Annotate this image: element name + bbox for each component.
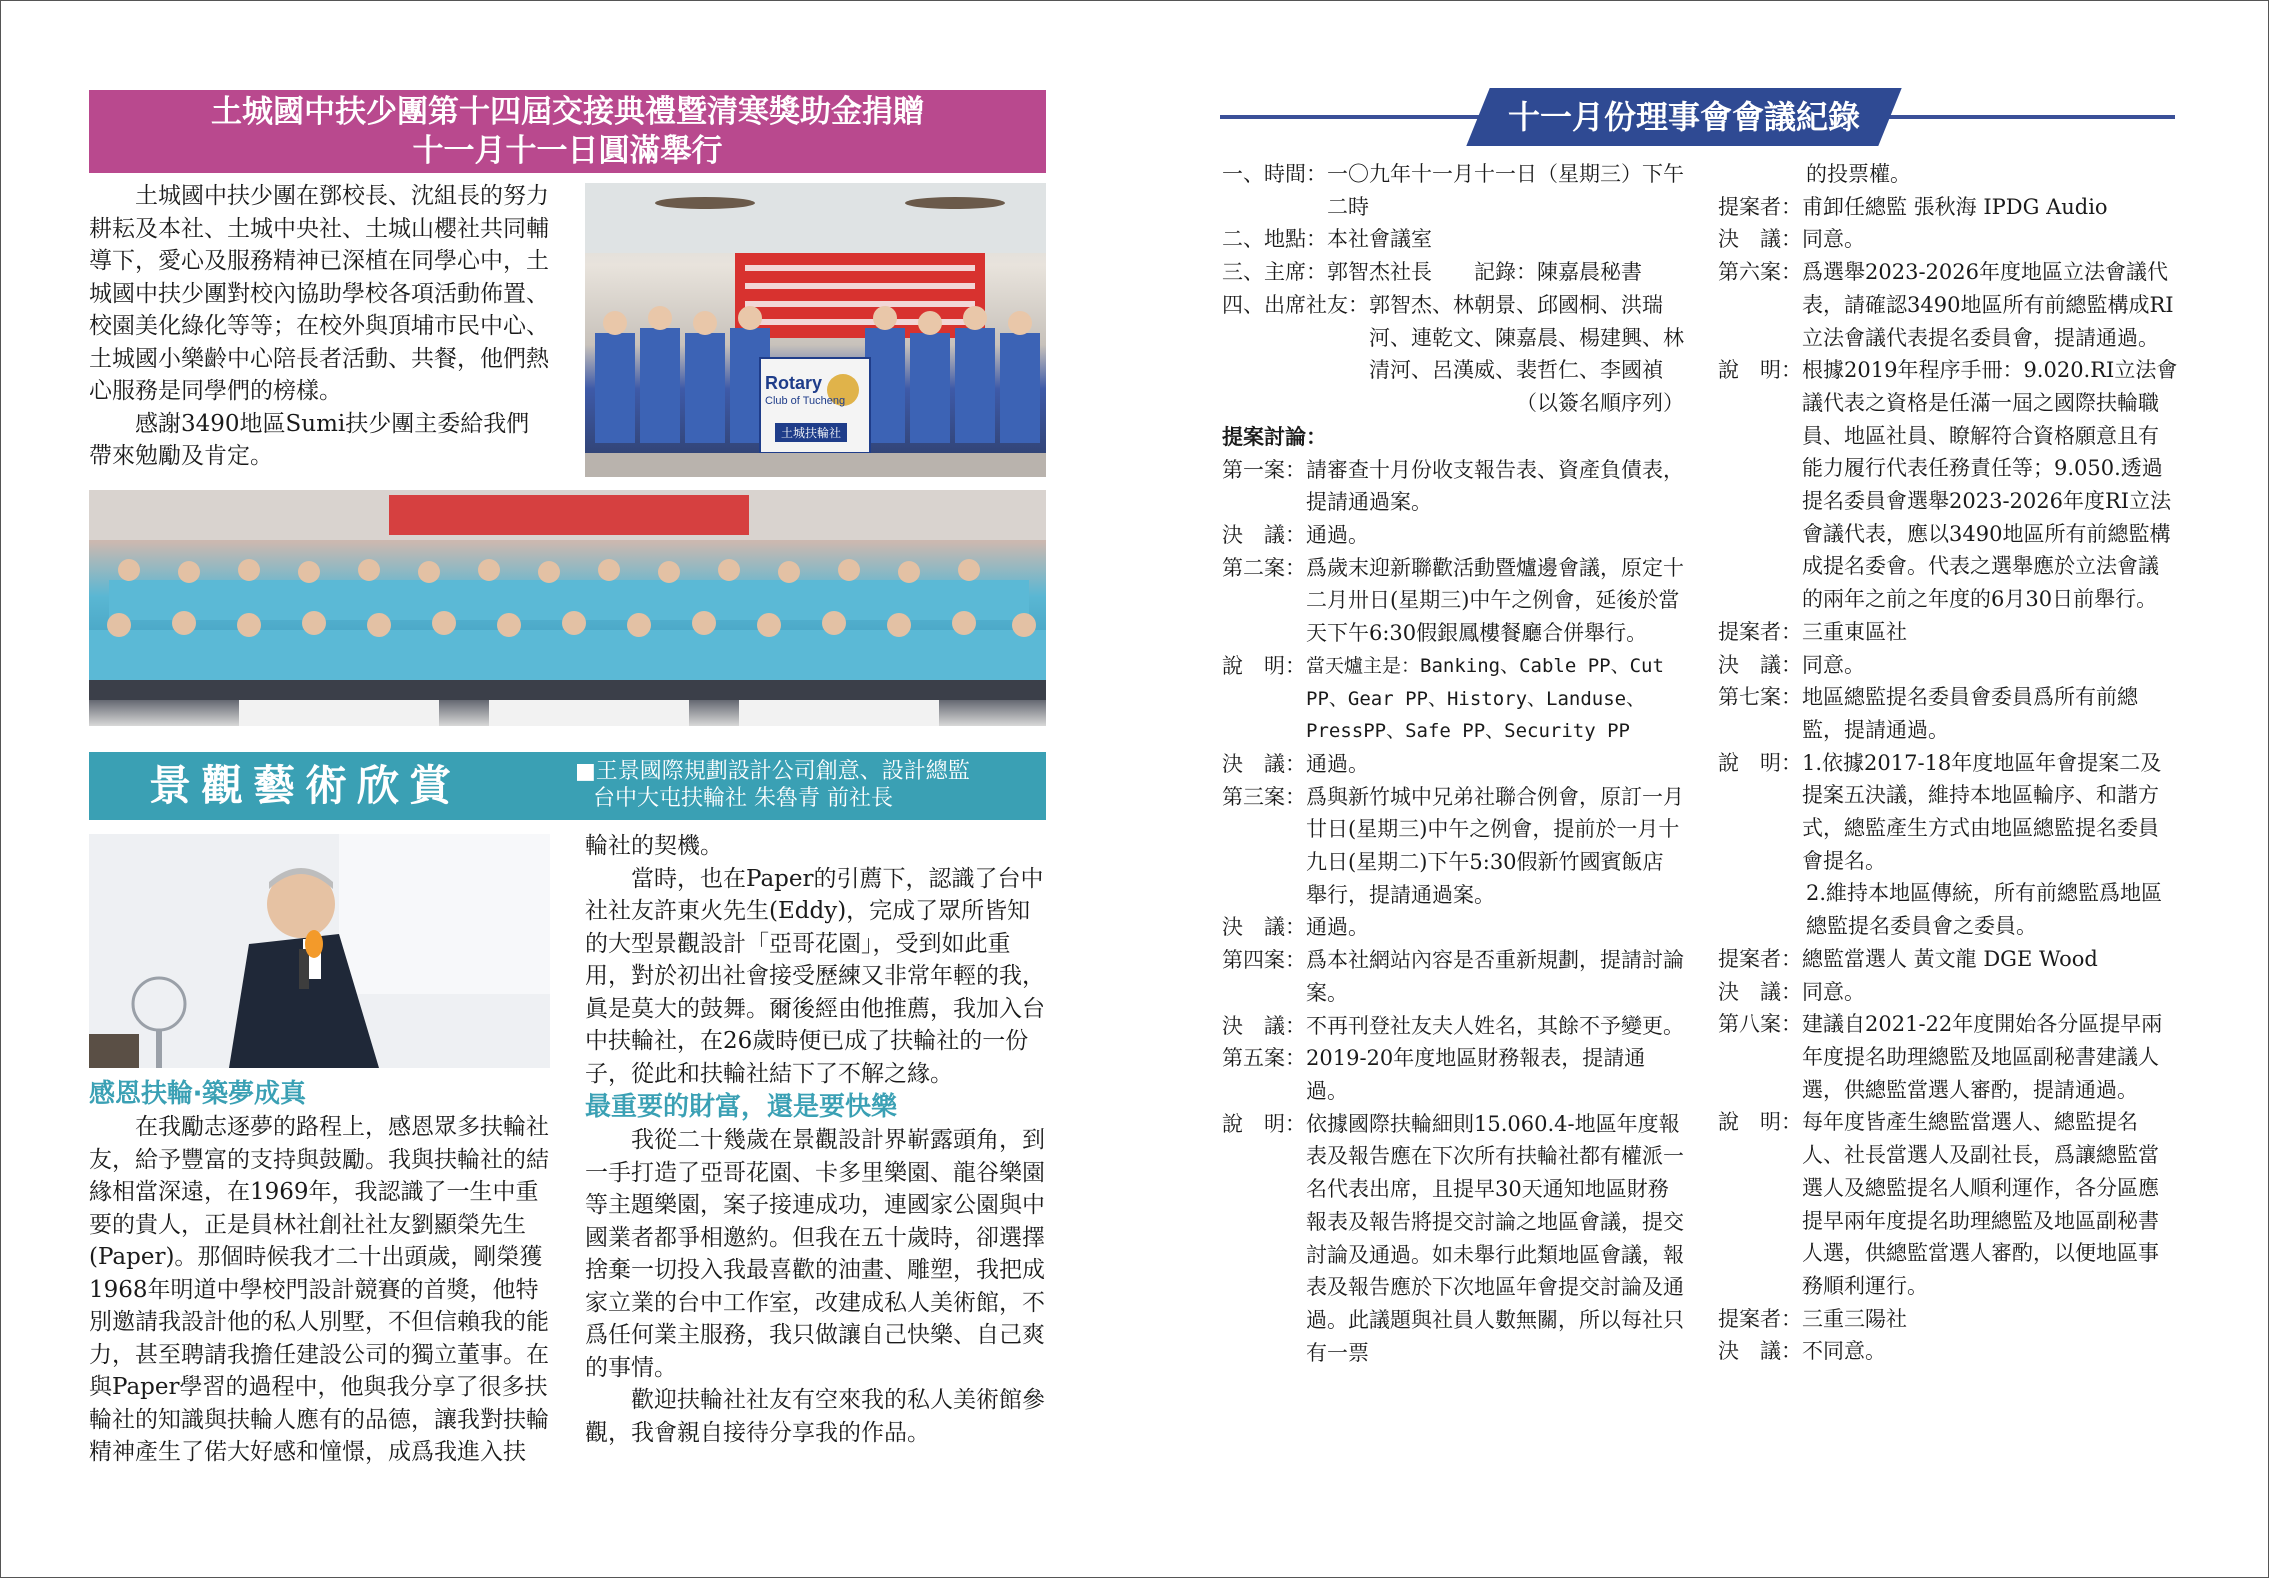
- minutes-row: [1718, 1106, 2178, 1302]
- minutes-row: [1222, 748, 1684, 781]
- row-label: 決 議：: [1718, 979, 1802, 1004]
- row-value: 爲與新竹城中兄弟社聯合例會，原訂一月廿日(星期三)中午之例會，提前於一月十九日(星期二)下午5:30假新竹國賓飯店舉行，提請通過案。: [1306, 784, 1684, 907]
- row-label: 提案者：: [1718, 619, 1802, 644]
- subheading-happiness: 最重要的財富，還是要快樂: [585, 1092, 898, 1122]
- row-value: 通過。: [1306, 523, 1369, 548]
- row-label: 提案者：: [1718, 1306, 1802, 1331]
- row-value: 當天爐主是：Banking、Cable PP、Cut PP、Gear PP、History、Landuse、PressPP、Safe PP、Security PP: [1306, 654, 1664, 743]
- row-label: 說 明：: [1718, 358, 1802, 383]
- minutes-row: [1718, 256, 2178, 354]
- row-value: 1.依據2017-18年度地區年會提案二及提案五決議，維持本地區輪序、和諧方式，總監產生方式由地區總監提名委員會提名。: [1802, 750, 2162, 873]
- row-value: 依據國際扶輪細則15.060.4-地區年度報表及報告應在下次所有扶輪社都有權派一名代表出席，且提早30天通知地區財務報表及報告將提交討論之地區會議，提交討論及通過。如未舉行此類地區會議，報表及報告應於下次地區年會提交討論及通過。此議題與社員人數無關，所以每社只有一票: [1306, 1111, 1684, 1365]
- minutes-title: 十一月份理事會會議紀錄: [1507, 98, 1860, 136]
- minutes-row: [1222, 552, 1684, 650]
- row-label: 一、時間：: [1222, 162, 1327, 186]
- row-value: 本社會議室: [1327, 227, 1432, 252]
- art-paragraph-1-continued: 輪社的契機。: [585, 833, 723, 859]
- row-label: 第一案：: [1222, 457, 1306, 482]
- row-value: 同意。: [1802, 652, 1865, 677]
- row-value: 爲選舉2023-2026年度地區立法會議代表，請確認3490地區所有前總監構成RI立法會議代表提名委員會，提請通過。: [1802, 260, 2174, 350]
- intro-paragraph-2: 感謝3490地區Sumi扶少團主委給我們帶來勉勵及肯定。: [89, 410, 530, 469]
- art-paragraph-3: 我從二十幾歲在景觀設計界嶄露頭角，到一手打造了亞哥花園、卡多里樂園、龍谷樂園等主題樂園，案子接連成功，連國家公園與中國業者都爭相邀約。但我在五十歲時，卻選擇捨棄一切投入我最喜歡的油畫、雕塑，我把成家立業的台中工作室，改建成私人美術館，不爲任何業主服務，我只做讓自己快樂、自己爽的事情。: [585, 1127, 1045, 1381]
- row-value: 通過。: [1306, 751, 1369, 776]
- students-photo-illustration: [89, 490, 1046, 726]
- minutes-row: [1222, 223, 1684, 256]
- row-value: 同意。: [1802, 979, 1865, 1004]
- row-label: 第三案：: [1222, 784, 1306, 809]
- author-line-2: 台中大屯扶輪社 朱魯青 前社長: [593, 786, 893, 811]
- row-label: 第五案：: [1222, 1046, 1306, 1071]
- intro-paragraph-1: 土城國中扶少團在鄧校長、沈組長的努力耕耘及本社、土城中央社、土城山櫻社共同輔導下，愛心及服務精神已深植在同學心中，土城國中扶少團對校內協助學校各項活動佈置、校園美化綠化等等；在校外與頂埔市民中心、土城國小樂齡中心陪長者活動、共餐，他們熱心服務是同學們的榜樣。: [89, 183, 549, 404]
- banner-title-line2: 十一月十一日圓滿舉行: [412, 133, 723, 169]
- art-paragraph-4: 歡迎扶輪社社友有空來我的私人美術館參觀，我會親自接待分享我的作品。: [585, 1387, 1045, 1446]
- row-label: 第七案：: [1718, 685, 1802, 710]
- row-value: 三重東區社: [1802, 619, 1907, 644]
- speaker-portrait-photo: [89, 834, 550, 1068]
- minutes-row: [1222, 650, 1684, 748]
- section-banner: [89, 752, 1046, 820]
- flag-subtext: Club of Tucheng: [765, 395, 846, 407]
- minutes-row: [1222, 781, 1684, 912]
- minutes-row: [1222, 1042, 1684, 1107]
- minutes-row: [1718, 976, 2178, 1009]
- minutes-row: [1222, 944, 1684, 1009]
- speaker-photo-illustration: [89, 834, 550, 1068]
- minutes-row: [1222, 289, 1684, 387]
- row-label: 決 議：: [1718, 1339, 1802, 1364]
- minutes-column-2: [1718, 158, 2178, 1368]
- minutes-row: [1718, 616, 2178, 649]
- subheading-gratitude: 感恩扶輪‧築夢成真: [89, 1079, 307, 1109]
- minutes-row: [1222, 256, 1684, 289]
- row-value: 建議自2021-22年度開始各分區提早兩年度提名助理總監及地區副秘書建議人選，供總監當選人審酌，提請通過。: [1802, 1012, 2163, 1102]
- author-byline: [575, 758, 970, 812]
- row-value: 每年度皆產生總監當選人、總監提名人、社長當選人及副社長，爲讓總監當選人及總監提名人順利運作，各分區應提早兩年度提名助理總監及地區副秘書人選，供總監當選人審酌，以便地區事務順利運行。: [1802, 1110, 2159, 1298]
- minutes-row: [1718, 681, 2178, 746]
- minutes-row: [1718, 223, 2178, 256]
- flag-text: Rotary: [765, 373, 823, 393]
- article-banner: [89, 90, 1046, 173]
- row-label: 決 議：: [1718, 227, 1802, 252]
- author-line-1: ■王景國際規劃設計公司創意、設計總監: [575, 759, 970, 784]
- minutes-row: [1718, 1008, 2178, 1106]
- row-value: 同意。: [1802, 227, 1865, 252]
- minutes-row: [1718, 191, 2178, 224]
- article-column-3: [585, 830, 1046, 1449]
- row-value: 不再刊登社友夫人姓名，其餘不予變更。: [1306, 1013, 1684, 1038]
- row-value: 三重三陽社: [1802, 1306, 1907, 1331]
- row-label: 說 明：: [1718, 750, 1802, 775]
- row-label: 決 議：: [1718, 652, 1802, 677]
- article-intro-text: [89, 180, 551, 473]
- row-label: 二、地點：: [1222, 227, 1327, 252]
- row-value: 郭智杰、林朝景、邱國桐、洪瑞河、連乾文、陳嘉晨、楊建興、林清河、呂漢威、裴哲仁、李國禎: [1369, 292, 1684, 383]
- minutes-row: [1222, 911, 1684, 944]
- row-label: 說 明：: [1222, 653, 1306, 678]
- row-label: 第二案：: [1222, 555, 1306, 580]
- flag-club-name: 土城扶輪社: [775, 423, 847, 442]
- banner-title-line1: 土城國中扶少團第十四屆交接典禮暨清寒獎助金捐贈: [211, 94, 924, 130]
- section-title: 景觀藝術欣賞: [149, 761, 462, 810]
- row-value: 郭智杰社長 記錄：陳嘉晨秘書: [1327, 260, 1642, 285]
- minutes-row: [1718, 1303, 2178, 1336]
- row-value: 不同意。: [1802, 1339, 1886, 1364]
- row-label: 提案者：: [1718, 194, 1802, 219]
- row-value: 2.維持本地區傳統，所有前總監爲地區總監提名委員會之委員。: [1806, 881, 2163, 939]
- row-label: 第八案：: [1718, 1012, 1802, 1037]
- art-paragraph-1: 在我勵志逐夢的路程上，感恩眾多扶輪社友，給予豐富的支持與鼓勵。我與扶輪社的結緣相當深遠，在1969年，我認識了一生中重要的貴人，正是員林社創社社友劉顯榮先生(Paper)。那個時候我才二十出頭歲，剛榮獲1968年明道中學校門設計競賽的首獎，他特別邀請我設計他的私人別墅，不但信賴我的能力，甚至聘請我擔任建設公司的獨立董事。在與Paper學習的過程中，他與我分享了很多扶輪社的知識與扶輪人應有的品德，讓我對扶輪精神產生了偌大好感和憧憬，成爲我進入扶: [89, 1114, 549, 1465]
- row-label: 決 議：: [1222, 915, 1306, 940]
- row-label: 四、出席社友：: [1222, 292, 1369, 317]
- row-value: 根據2019年程序手冊：9.020.RI立法會議代表之資格是任滿一屆之國際扶輪職員、地區社員、瞭解符合資格願意且有能力履行代表任務責任等；9.050.透過提名委員會選舉2023-2026年度RI立法會議代表，應以3490地區所有前總監構成提名委會。代表之選舉應於立法會議的兩年之前之年度的6月30日前舉行。: [1802, 358, 2178, 612]
- minutes-row: [1718, 649, 2178, 682]
- row-value: 地區總監提名委員會委員爲所有前總監，提請通過。: [1802, 685, 2138, 742]
- minutes-row: [1718, 158, 2178, 191]
- row-label: 第四案：: [1222, 948, 1306, 973]
- article-column-2: [89, 1077, 551, 1469]
- row-label: 決 議：: [1222, 523, 1306, 548]
- row-value: 請審查十月份收支報告表、資產負債表，提請通過案。: [1306, 457, 1684, 515]
- minutes-row: [1718, 877, 2178, 942]
- row-value: 的投票權。: [1806, 162, 1911, 186]
- minutes-row: [1718, 747, 2178, 878]
- row-value: （以簽名順序列）: [1516, 390, 1684, 415]
- minutes-row: [1222, 1010, 1684, 1043]
- row-value: 一〇九年十一月十一日（星期三）下午二時: [1327, 162, 1684, 219]
- row-label: 三、主席：: [1222, 260, 1327, 285]
- group-photo-ceremony: [585, 183, 1046, 477]
- row-value: 2019-20年度地區財務報表，提請通過。: [1306, 1046, 1646, 1103]
- row-value: 甫卸任總監 張秋海 IPDG Audio: [1802, 194, 2108, 219]
- minutes-row: [1718, 943, 2178, 976]
- minutes-row: [1718, 354, 2178, 616]
- row-label: 第六案：: [1718, 260, 1802, 285]
- row-value: 通過。: [1306, 915, 1369, 940]
- art-paragraph-2: 當時，也在Paper的引薦下，認識了台中社社友許東火先生(Eddy)，完成了眾所皆知的大型景觀設計「亞哥花園」，受到如此重用，對於初出社會接受歷練又非常年輕的我，眞是莫大的鼓舞。爾後經由他推薦，我加入台中扶輪社，在26歲時便已成了扶輪社的一份子，從此和扶輪社結下了不解之緣。: [585, 865, 1045, 1087]
- row-label: 說 明：: [1222, 1111, 1306, 1136]
- row-label: 提案者：: [1718, 946, 1802, 971]
- proposal-discussion-heading: 提案討論：: [1222, 424, 1327, 449]
- minutes-row: [1222, 158, 1684, 223]
- minutes-row: [1222, 1108, 1684, 1370]
- row-label: 決 議：: [1222, 751, 1306, 776]
- row-label: 決 議：: [1222, 1013, 1306, 1038]
- minutes-row: [1718, 1335, 2178, 1368]
- row-value: 爲本社網站內容是否重新規劃，提請討論案。: [1306, 948, 1684, 1005]
- row-value: 總監當選人 黃文龍 DGE Wood: [1802, 946, 2098, 971]
- minutes-row: [1222, 519, 1684, 552]
- row-label: 說 明：: [1718, 1110, 1802, 1135]
- minutes-row: [1222, 387, 1684, 420]
- group-photo-students: [89, 490, 1046, 726]
- minutes-row: [1222, 454, 1684, 519]
- row-value: 爲歲末迎新聯歡活動暨爐邊會議，原定十二月卅日(星期三)中午之例會，延後於當天下午6:30假銀鳳樓餐廳合併舉行。: [1306, 555, 1684, 646]
- minutes-column-1: [1222, 158, 1684, 1369]
